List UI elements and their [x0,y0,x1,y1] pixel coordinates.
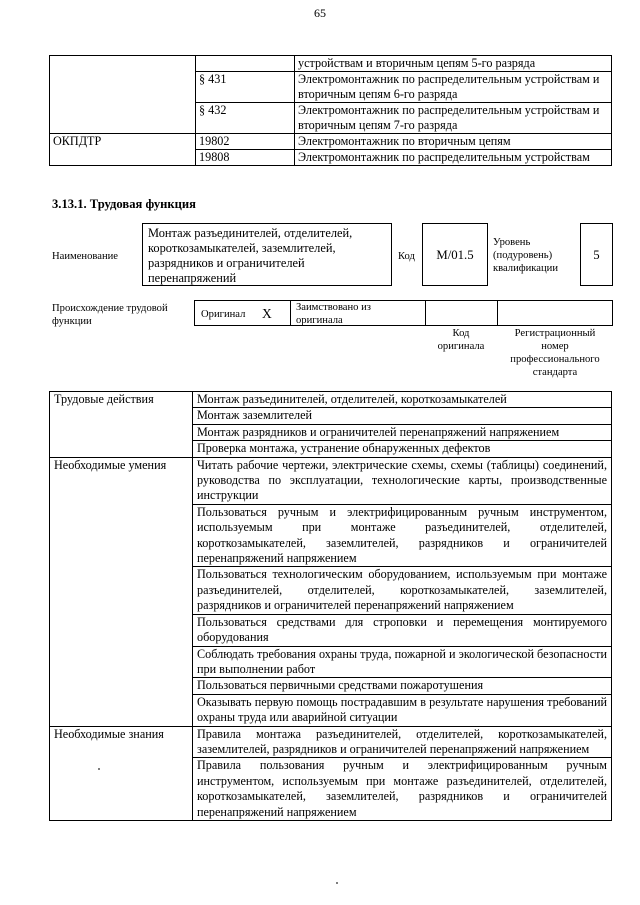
table-cell: Пользоваться первичными средствами пожаротушения [193,678,612,694]
reg-number-label: Регистрационный номер профессионального стандарта [510,328,600,378]
row-group-label: Трудовые действия [50,392,193,458]
table-cell: Пользоваться технологическим оборудованием, используемым при монтаже разъединителей, отделителей, короткозамыкателей, заземлителей, разрядников и ограничителей перенапряжений напряжением [193,567,612,614]
function-details-table [49,391,612,821]
row-group-label: Необходимые знания [50,726,193,820]
name-label: Наименование [52,251,118,262]
borrowed-label: Заимствовано из оригинала [296,302,371,326]
table-row [50,56,612,72]
original-label: Оригинал [201,309,246,320]
scan-speck [336,882,338,884]
table-row [50,457,612,504]
table-cell: Монтаж разрядников и ограничителей перенапряжений напряжением [193,424,612,440]
code-original-label: Код оригинала [437,328,485,352]
table-cell: Правила пользования ручным и электрифицированным ручным инструментом, используемым при монтаже разъединителей, отделителей, короткозамыкателей, заземлителей, разрядников и ограничителей перенапряжений напряжением [193,758,612,821]
row-group-label: Необходимые умения [50,457,193,726]
table-row [50,134,612,150]
table-cell: Оказывать первую помощь пострадавшим в результате нарушения требований охраны труда или аварийной ситуации [193,694,612,726]
table-cell: Электромонтажник по распределительным устройствам [295,150,612,166]
table-cell: 19808 [196,150,295,166]
page-number: 65 [314,6,326,20]
table-cell: Соблюдать требования охраны труда, пожарной и экологической безопасности при выполнении работ [193,646,612,678]
level-value-box [580,223,613,286]
name-value-box [142,223,392,286]
section-heading: 3.13.1. Трудовая функция [52,197,196,211]
table-cell: устройствам и вторичным цепям 5-го разряда [295,56,612,72]
table-cell: Электромонтажник по распределительным устройствам и вторичным цепям 6-го разряда [295,72,612,103]
table-cell: Электромонтажник по вторичным цепям [295,134,612,150]
table-cell: § 432 [196,103,295,134]
classification-table [49,55,612,166]
table-row [50,392,612,408]
code-label: Код [398,251,415,262]
origin-label: Происхождение трудовой функции [52,303,168,327]
table-cell: Пользоваться средствами для строповки и перемещения монтируемого оборудования [193,614,612,646]
qualification-level: 5 [593,248,600,262]
table-cell [50,56,196,134]
table-cell [196,56,295,72]
function-code: М/01.5 [436,248,474,262]
table-cell: Монтаж заземлителей [193,408,612,424]
level-label: Уровень (подуровень) квалификации [493,237,558,274]
function-name: Монтаж разъединителей, отделителей, короткозамыкателей, заземлителей, разрядников и ограничителей перенапряжений [148,226,353,285]
original-mark: X [262,306,272,321]
table-cell: Правила монтажа разъединителей, отделителей, короткозамыкателей, заземлителей, разрядников и ограничителей перенапряжений напряжением [193,726,612,758]
scan-speck [98,768,100,770]
table-cell: Пользоваться ручным и электрифицированным ручным инструментом, используемым при монтаже разъединителей, отделителей, короткозамыкателей, заземлителей, разрядников и ограничителей перенапряжений напряжением [193,504,612,567]
table-cell: Монтаж разъединителей, отделителей, короткозамыкателей [193,392,612,408]
table-cell: Читать рабочие чертежи, электрические схемы, схемы (таблицы) соединений, руководства по эксплуатации, технологические карты, производственные инструкции [193,457,612,504]
table-row [50,726,612,758]
table-cell: § 431 [196,72,295,103]
table-cell: ОКПДТР [50,134,196,166]
table-cell: Проверка монтажа, устранение обнаруженных дефектов [193,441,612,457]
code-value-box [422,223,488,286]
table-cell: Электромонтажник по распределительным устройствам и вторичным цепям 7-го разряда [295,103,612,134]
table-cell: 19802 [196,134,295,150]
